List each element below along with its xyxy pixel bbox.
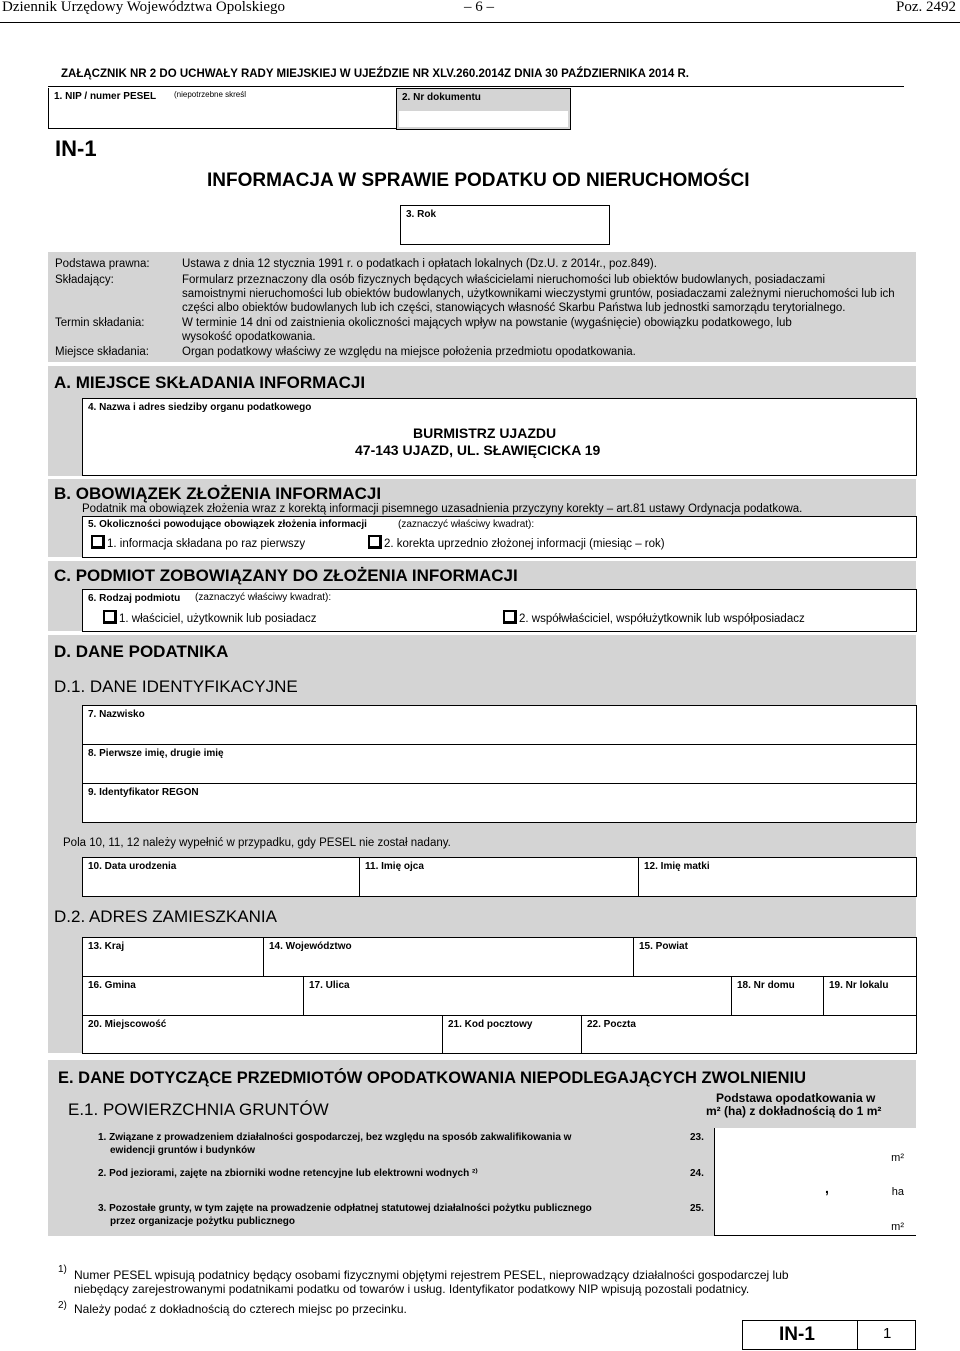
field-9-box[interactable] (82, 783, 917, 823)
field-9-label: 9. Identyfikator REGON (88, 787, 199, 798)
field-8-label: 8. Pierwsze imię, drugie imię (88, 748, 224, 759)
divider (48, 86, 904, 87)
pesel-note: Pola 10, 11, 12 należy wypełnić w przypadku, gdy PESEL nie został nadany. (63, 837, 451, 849)
field-20-label: 20. Miejscowość (88, 1019, 167, 1030)
row-1-text-1: 1. Związane z prowadzeniem działalności gospodarczej, bez względu na sposób zakwalifikowania w (98, 1132, 572, 1143)
row-1-unit: m² (891, 1152, 904, 1164)
field-4-box[interactable] (82, 398, 917, 476)
checkbox-icon[interactable] (103, 610, 117, 624)
option-co-owner-label: 2. współwłaściciel, współużytkownik lub współposiadacz (519, 613, 805, 625)
submitter-text-3: części albo obiektów budowlanych lub ich części, stanowiących własność Skarbu Państwa lub jednostki samorządu terytorialnego. (182, 302, 846, 314)
place-text: Organ podatkowy właściwy ze względu na miejsce położenia przedmiotu opodatkowania. (182, 346, 636, 358)
section-d-title: D. DANE PODATNIKA (54, 642, 229, 661)
basis-header-1: Podstawa opodatkowania w (716, 1091, 876, 1105)
row-2-unit: ha (891, 1186, 904, 1198)
deadline-text-1: W terminie 14 dni od zaistnienia okoliczności mających wpływ na powstanie (wygaśnięcie) obowiązku podatkowego, lub (182, 317, 792, 329)
attachment-title: ZAŁĄCZNIK NR 2 DO UCHWAŁY RADY MIEJSKIEJ W UJEŹDZIE NR XLV.260.2014Z DNIA 30 PAŹDZIERNIKA 2014 R. (61, 68, 689, 80)
field-1-label: 1. NIP / numer PESEL (54, 91, 157, 102)
section-b-title: B. OBOWIĄZEK ZŁOŻENIA INFORMACJI (54, 484, 382, 503)
legal-basis-label: Podstawa prawna: (55, 258, 150, 270)
info-panel (48, 252, 916, 362)
form-title: INFORMACJA W SPRAWIE PODATKU OD NIERUCHOMOŚCI (207, 170, 750, 191)
e1-title: E.1. POWIERZCHNIA GRUNTÓW (68, 1100, 329, 1119)
office-address: 47-143 UJAZD, UL. SŁAWIĘCICKA 19 (355, 442, 601, 458)
field-1-box[interactable] (48, 88, 397, 129)
row-3-text-1: 3. Pozostałe grunty, w tym zajęte na prowadzenie odpłatnej statutowej działalności pożytku publicznego (98, 1203, 592, 1214)
place-label: Miejsce składania: (55, 346, 149, 358)
field-5-hint: (zaznaczyć właściwy kwadrat): (398, 519, 535, 530)
row-3-text-2: przez organizacje pożytku publicznego (110, 1216, 296, 1227)
field-25-input[interactable] (714, 1200, 916, 1236)
d1-title: D.1. DANE IDENTYFIKACYJNE (54, 677, 298, 696)
footnote-2-text: Należy podać z dokładnością do czterech miejsc po przecinku. (74, 1302, 407, 1316)
section-c-title: C. PODMIOT ZOBOWIĄZANY DO ZŁOŻENIA INFORMACJI (54, 566, 518, 585)
d2-title: D.2. ADRES ZAMIESZKANIA (54, 907, 277, 926)
field-12-label: 12. Imię matki (644, 861, 710, 872)
field-6-box (82, 589, 917, 632)
deadline-label: Termin składania: (55, 317, 145, 329)
field-7-label: 7. Nazwisko (88, 709, 145, 720)
address-row-2 (82, 976, 917, 1016)
journal-header (0, 0, 960, 23)
address-row-3 (82, 1015, 917, 1054)
section-a (48, 366, 916, 476)
field-5-label: 5. Okoliczności powodujące obowiązek złożenia informacji (88, 519, 367, 530)
row-3-unit: m² (891, 1221, 904, 1233)
field-23-input[interactable] (714, 1128, 916, 1167)
option-first-time-label: 1. informacja składana po raz pierwszy (107, 538, 306, 550)
field-11-label: 11. Imię ojca (365, 861, 424, 872)
section-c (48, 561, 916, 631)
field-10-label: 10. Data urodzenia (88, 861, 177, 872)
field-3-box[interactable] (400, 205, 610, 245)
field-16-label: 16. Gmina (88, 980, 136, 991)
field-5-box (82, 516, 917, 558)
section-a-title: A. MIEJSCE SKŁADANIA INFORMACJI (54, 373, 366, 392)
option-owner-label: 1. właściciel, użytkownik lub posiadacz (119, 613, 317, 625)
option-owner[interactable] (103, 610, 317, 625)
footer-code: IN-1 (779, 1324, 815, 1345)
option-correction[interactable] (368, 535, 665, 550)
field-1-note: (niepotrzebne skreśl (174, 90, 247, 99)
field-18-label: 18. Nr domu (737, 980, 795, 991)
footnote-1-text-2: niebędący zarejestrowanymi podatnikami podatku od towarów i usług. Identyfikator podatkowy NIP wpisują pozostali podatnicy. (74, 1282, 750, 1296)
field-19-label: 19. Nr lokalu (829, 980, 889, 991)
field-2-box[interactable] (396, 88, 571, 130)
section-d (48, 635, 916, 1053)
page-marker: – 6 – (464, 0, 494, 15)
address-row-1 (82, 937, 917, 977)
page-number: 1 (883, 1325, 892, 1342)
field-6-hint: (zaznaczyć właściwy kwadrat): (195, 592, 332, 603)
field-2-label: 2. Nr dokumentu (402, 92, 481, 103)
form-code: IN-1 (55, 136, 97, 161)
deadline-text-2: wysokość opodatkowania. (182, 331, 316, 343)
field-6-label: 6. Rodzaj podmiotu (88, 593, 181, 604)
section-e (48, 1060, 916, 1236)
position-number: Poz. 2492 (896, 0, 956, 15)
field-7-box[interactable] (82, 705, 917, 745)
field-22-label: 22. Poczta (587, 1019, 636, 1030)
section-b-note: Podatnik ma obowiązek złożenia wraz z korektą informacji pisemnego uzasadnienia przyczyny korekty – art.81 ustawy Ordynacja podatkowa. (82, 503, 803, 515)
legal-basis-text: Ustawa z dnia 12 stycznia 1991 r. o podatkach i opłatach lokalnych (Dz.U. z 2014r., poz.849). (182, 258, 657, 270)
checkbox-icon[interactable] (503, 610, 517, 624)
checkbox-icon[interactable] (368, 535, 382, 549)
field-17-label: 17. Ulica (309, 980, 350, 991)
row-1-text-2: ewidencji gruntów i budynków (110, 1145, 256, 1156)
footnotes (58, 1264, 918, 1324)
field-8-box[interactable] (82, 744, 917, 784)
footnote-2-mark: 2) (58, 1300, 67, 1311)
footnote-1-mark: 1) (58, 1264, 67, 1275)
submitter-text-2: samoistnymi nieruchomości lub obiektów budowlanych, użytkownikami wieczystymi gruntów, posiadaczami zależnymi nieruchomości lub ich (182, 288, 895, 300)
submitter-text-1: Formularz przeznaczony dla osób fizycznych będących właścicielami nieruchomości lub obiektów budowlanych, posiadaczami (182, 274, 826, 286)
field-13-label: 13. Kraj (88, 941, 125, 952)
option-correction-label: 2. korekta uprzednio złożonej informacji (miesiąc – rok) (384, 538, 665, 550)
option-first-time[interactable] (91, 535, 305, 550)
basis-header-2: m² (ha) z dokładnością do 1 m² (706, 1104, 882, 1118)
form-footer (742, 1320, 916, 1350)
row-3-num: 25. (690, 1203, 704, 1214)
field-14-label: 14. Województwo (269, 941, 352, 952)
field-24-input[interactable] (714, 1166, 916, 1201)
checkbox-icon[interactable] (91, 535, 105, 549)
submitter-label: Składający: (55, 274, 114, 286)
section-e-title: E. DANE DOTYCZĄCE PRZEDMIOTÓW OPODATKOWANIA NIEPODLEGAJĄCYCH ZWOLNIENIU (58, 1069, 807, 1087)
journal-title: Dziennik Urzędowy Województwa Opolskiego (2, 0, 286, 15)
field-21-label: 21. Kod pocztowy (448, 1019, 533, 1030)
option-co-owner[interactable] (503, 610, 805, 625)
row-1-num: 23. (690, 1132, 704, 1143)
section-b (48, 479, 916, 557)
birth-row (82, 857, 917, 897)
row-2-text: 2. Pod jeziorami, zajęte na zbiorniki wodne retencyjne lub elektrowni wodnych ²⁾ (98, 1168, 478, 1179)
field-3-label: 3. Rok (406, 209, 437, 220)
office-name: BURMISTRZ UJAZDU (413, 425, 557, 441)
row-2-sep: , (825, 1180, 829, 1196)
row-2-num: 24. (690, 1168, 704, 1179)
field-4-label: 4. Nazwa i adres siedziby organu podatkowego (88, 402, 312, 413)
footnote-1-text-1: Numer PESEL wpisują podatnicy będący osobami fizycznymi objętymi rejestrem PESEL, nieprowadzący działalności gospodarczej lub (74, 1268, 789, 1282)
field-15-label: 15. Powiat (639, 941, 688, 952)
